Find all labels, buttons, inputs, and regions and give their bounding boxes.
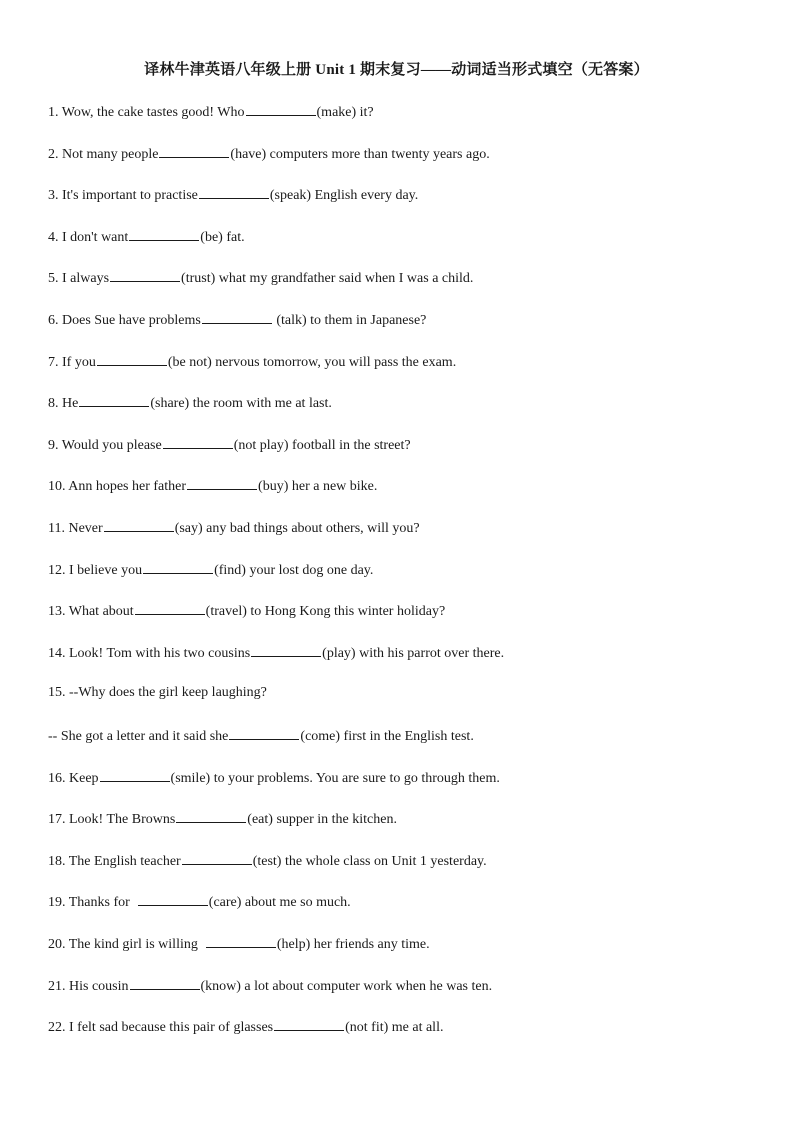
question-hint: (talk) to them in Japanese? (272, 313, 427, 328)
question-item (48, 851, 487, 871)
answer-blank[interactable] (143, 560, 213, 574)
question-item (48, 268, 473, 288)
question-item (48, 227, 245, 247)
answer-blank[interactable] (199, 185, 269, 199)
answer-blank[interactable] (79, 393, 149, 407)
question-text: 6. Does Sue have problems (48, 313, 201, 328)
answer-blank[interactable] (251, 643, 321, 657)
question-hint: (know) a lot about computer work when he was ten. (200, 979, 493, 994)
question-item (48, 352, 456, 372)
question-item (48, 144, 490, 164)
answer-blank[interactable] (97, 352, 167, 366)
question-item (48, 976, 492, 996)
question-hint: (buy) her a new bike. (258, 479, 378, 494)
question-item (48, 102, 374, 122)
question-hint: (be not) nervous tomorrow, you will pass the exam. (167, 355, 457, 370)
question-item (48, 892, 351, 912)
question-item (48, 643, 504, 663)
question-hint: (have) computers more than twenty years ago. (230, 147, 490, 162)
question-hint: (eat) supper in the kitchen. (247, 812, 397, 827)
question-hint: (help) her friends any time. (276, 937, 430, 952)
question-text: 21. His cousin (48, 979, 129, 994)
question-text: 9. Would you please (48, 438, 162, 453)
answer-blank[interactable] (130, 976, 200, 990)
question-item (48, 393, 332, 413)
question-hint: (trust) what my grandfather said when I was a child. (181, 271, 474, 286)
answer-blank[interactable] (110, 268, 180, 282)
question-text: 2. Not many people (48, 147, 159, 162)
question-text: 20. The kind girl is willing (48, 937, 205, 952)
question-hint: (come) first in the English test. (300, 729, 474, 744)
question-item (48, 518, 420, 538)
question-item (48, 560, 373, 580)
question-item (48, 684, 267, 702)
answer-blank[interactable] (104, 518, 174, 532)
question-text: 16. Keep (48, 771, 99, 786)
question-text: 5. I always (48, 271, 110, 286)
question-hint: (play) with his parrot over there. (322, 646, 505, 661)
question-text: 12. I believe you (48, 563, 143, 578)
question-text: 15. --Why does the girl keep laughing? (48, 685, 267, 700)
question-hint: (speak) English every day. (269, 188, 419, 203)
question-hint: (test) the whole class on Unit 1 yesterday. (252, 854, 487, 869)
answer-blank[interactable] (274, 1017, 344, 1031)
question-text: 1. Wow, the cake tastes good! Who (48, 105, 245, 120)
question-item (48, 768, 500, 788)
answer-blank[interactable] (202, 310, 272, 324)
question-hint: (care) about me so much. (208, 895, 351, 910)
question-item (48, 310, 426, 330)
question-hint: (make) it? (316, 105, 374, 120)
question-item (48, 809, 397, 829)
question-hint: (not play) football in the street? (233, 438, 411, 453)
answer-blank[interactable] (163, 435, 233, 449)
question-text: 14. Look! Tom with his two cousins (48, 646, 251, 661)
answer-blank[interactable] (100, 768, 170, 782)
page-title: 译林牛津英语八年级上册 Unit 1 期末复习——动词适当形式填空（无答案） (144, 62, 649, 78)
answer-blank[interactable] (159, 144, 229, 158)
question-item (48, 185, 418, 205)
question-text: 7. If you (48, 355, 96, 370)
question-text: 10. Ann hopes her father (48, 479, 187, 494)
question-hint: (find) your lost dog one day. (214, 563, 374, 578)
question-hint: (share) the room with me at last. (150, 396, 332, 411)
question-text: 8. He (48, 396, 79, 411)
question-text: 3. It's important to practise (48, 188, 198, 203)
question-hint: (not fit) me at all. (345, 1020, 444, 1035)
question-text: 13. What about (48, 604, 134, 619)
question-item (48, 476, 377, 496)
question-hint: (be) fat. (200, 230, 245, 245)
answer-blank[interactable] (229, 726, 299, 740)
answer-blank[interactable] (206, 934, 276, 948)
answer-blank[interactable] (187, 476, 257, 490)
question-hint: (travel) to Hong Kong this winter holiday? (205, 604, 446, 619)
question-hint: (say) any bad things about others, will you? (174, 521, 420, 536)
question-item (48, 934, 430, 954)
question-item (48, 601, 445, 621)
answer-blank[interactable] (135, 601, 205, 615)
answer-blank[interactable] (182, 851, 252, 865)
question-item (48, 435, 411, 455)
question-text: 18. The English teacher (48, 854, 181, 869)
answer-blank[interactable] (246, 102, 316, 116)
answer-blank[interactable] (176, 809, 246, 823)
answer-blank[interactable] (138, 892, 208, 906)
answer-blank[interactable] (129, 227, 199, 241)
question-text: 4. I don't want (48, 230, 129, 245)
question-item (48, 726, 474, 746)
question-text: 19. Thanks for (48, 895, 137, 910)
question-item (48, 1017, 443, 1037)
question-hint: (smile) to your problems. You are sure to go through them. (170, 771, 500, 786)
question-text: -- She got a letter and it said she (48, 729, 229, 744)
question-text: 17. Look! The Browns (48, 812, 176, 827)
question-text: 22. I felt sad because this pair of glasses (48, 1020, 274, 1035)
question-text: 11. Never (48, 521, 103, 536)
